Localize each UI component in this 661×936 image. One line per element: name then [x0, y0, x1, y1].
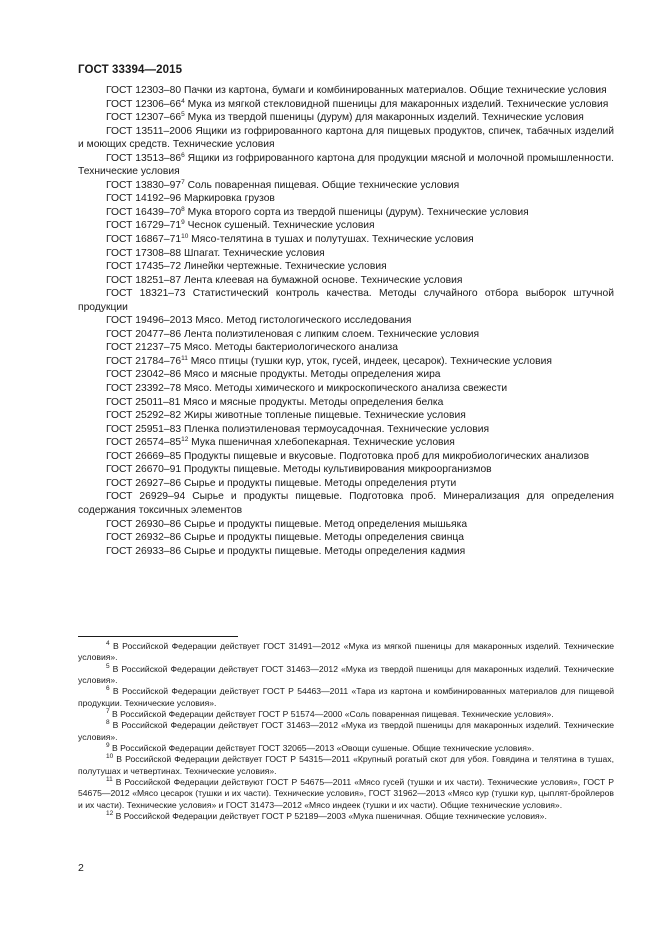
- reference-list: [78, 84, 614, 558]
- footnote-marker: 11: [181, 354, 188, 362]
- reference-entry: [78, 98, 614, 112]
- reference-entry: [78, 152, 614, 179]
- reference-title: Сырье и продукты пищевые. Метод определения мышьяка: [181, 518, 468, 530]
- footnote: [78, 709, 614, 720]
- reference-title: Мясо птицы (тушки кур, уток, гусей, индеек, цесарок). Технические условия: [187, 355, 552, 367]
- reference-title: Мясо и мясные продукты. Методы определения жира: [181, 369, 441, 381]
- reference-title: Сырье и продукты пищевые. Методы определения свинца: [181, 532, 465, 544]
- footnote-number: 4: [106, 640, 110, 647]
- reference-code: ГОСТ 12306–66: [106, 98, 182, 110]
- reference-entry: [78, 409, 614, 423]
- footnote-marker: 4: [181, 97, 185, 105]
- reference-entry: [78, 490, 614, 517]
- footnote-text: В Российской Федерации действует ГОСТ Р 54315—2011 «Крупный рогатый скот для убоя. Говядина и телятина в тушах, полутушах и четвертинах. Технические условия».: [78, 754, 614, 776]
- reference-title: Ящики из гофрированного картона для продукции мясной и молочной промышленности. Технические условия: [78, 152, 614, 178]
- reference-code: ГОСТ 17435–72: [106, 261, 182, 273]
- reference-entry: [78, 328, 614, 342]
- reference-code: ГОСТ 26574–85: [106, 437, 182, 449]
- footnote-marker: 7: [181, 178, 185, 186]
- reference-code: ГОСТ 16729–71: [106, 220, 182, 232]
- reference-code: ГОСТ 12307–66: [106, 112, 182, 124]
- reference-title: Продукты пищевые и вкусовые. Подготовка проб для микробиологических анализов: [181, 450, 590, 462]
- reference-title: Сырье и продукты пищевые. Методы определения ртути: [181, 477, 457, 489]
- footnote-text: В Российской Федерации действует ГОСТ 32065—2013 «Овощи сушеные. Общие технические условия».: [109, 743, 535, 754]
- reference-code: ГОСТ 13511–2006: [106, 125, 193, 137]
- reference-title: Соль поваренная пищевая. Общие технические условия: [184, 179, 460, 191]
- reference-code: ГОСТ 26932–86: [106, 532, 182, 544]
- reference-code: ГОСТ 26927–86: [106, 477, 182, 489]
- reference-entry: [78, 368, 614, 382]
- footnote-marker: 9: [181, 219, 185, 227]
- footnote: [78, 777, 614, 811]
- reference-code: ГОСТ 20477–86: [106, 328, 182, 340]
- footnote-text: В Российской Федерации действует ГОСТ Р 52189—2003 «Мука пшеничная. Общие технические условия».: [113, 811, 547, 822]
- reference-entry: [78, 341, 614, 355]
- footnote-text: В Российской Федерации действуют ГОСТ Р 54675—2011 «Мясо гусей (тушки и их части). Технические условия», ГОСТ Р 54675—2012 «Мясо цесарок (тушки и их части). Технические условия», ГОСТ 31962—2013 «Мясо кур (тушки кур, цыплят-бройлеров и их части). Технические условия» и ГОСТ 31473—2012 «Мясо индеек (тушки и их части). Общие технические условия».: [78, 777, 614, 810]
- footnote: [78, 754, 614, 777]
- reference-title: Сырье и продукты пищевые. Методы определения кадмия: [181, 545, 466, 557]
- footnote: [78, 641, 614, 664]
- reference-title: Мука пшеничная хлебопекарная. Технические условия: [188, 437, 455, 449]
- reference-code: ГОСТ 18251–87: [106, 274, 182, 286]
- reference-code: ГОСТ 26929–94: [106, 491, 186, 503]
- reference-code: ГОСТ 16867–71: [106, 234, 182, 246]
- reference-title: Сырье и продукты пищевые. Подготовка проб. Минерализация для определения содержания токсичных элементов: [78, 491, 614, 516]
- reference-code: ГОСТ 13513–86: [106, 152, 182, 164]
- reference-entry: [78, 518, 614, 532]
- reference-title: Жиры животные топленые пищевые. Технические условия: [181, 410, 466, 422]
- footnote-separator: [78, 636, 238, 637]
- footnote-marker: 6: [181, 151, 185, 159]
- reference-title: Мука из твердой пшеницы (дурум) для макаронных изделий. Технические условия: [184, 112, 584, 124]
- footnote-number: 8: [106, 719, 110, 727]
- reference-entry: [78, 219, 614, 233]
- page-number: 2: [78, 862, 84, 874]
- reference-entry: [78, 274, 614, 288]
- footnote-marker: 5: [181, 111, 185, 119]
- reference-title: Маркировка грузов: [181, 193, 275, 205]
- footnote: [78, 743, 614, 754]
- reference-code: ГОСТ 14192–96: [106, 193, 182, 205]
- reference-title: Пачки из картона, бумаги и комбинированных материалов. Общие технические условия: [181, 85, 607, 96]
- reference-code: ГОСТ 26669–85: [106, 450, 182, 462]
- reference-title: Ящики из гофрированного картона для пищевых продуктов, спичек, табачных изделий и моющих средств. Технические условия: [78, 125, 614, 151]
- footnote-text: В Российской Федерации действует ГОСТ 31463—2012 «Мука из твердой пшеницы для макаронных изделий. Технические условия».: [78, 720, 614, 742]
- footnote-text: В Российской Федерации действует ГОСТ 31463—2012 «Мука из твердой пшеницы для макаронных изделий. Технические условия».: [78, 663, 614, 686]
- reference-title: Пленка полиэтиленовая термоусадочная. Технические условия: [181, 423, 490, 435]
- reference-title: Лента полиэтиленовая с липким слоем. Технические условия: [181, 328, 480, 340]
- reference-entry: [78, 287, 614, 314]
- reference-title: Мука второго сорта из твердой пшеницы (дурум). Технические условия: [184, 206, 529, 218]
- reference-entry: [78, 463, 614, 477]
- footnote: [78, 686, 614, 709]
- reference-title: Статистический контроль качества. Методы случайного отбора выборок штучной продукции: [78, 288, 614, 313]
- reference-code: ГОСТ 18321–73: [106, 288, 186, 300]
- reference-entry: [78, 545, 614, 559]
- reference-code: ГОСТ 25011–81: [106, 396, 181, 408]
- reference-entry: [78, 233, 614, 247]
- reference-title: Мясо-телятина в тушах и полутушах. Технические условия: [188, 234, 474, 246]
- reference-code: ГОСТ 26933–86: [106, 545, 182, 557]
- reference-title: Лента клеевая на бумажной основе. Технические условия: [181, 274, 463, 286]
- reference-entry: [78, 314, 614, 328]
- reference-code: ГОСТ 23392–78: [106, 383, 182, 395]
- footnote-marker: 10: [181, 233, 189, 241]
- reference-entry: [78, 382, 614, 396]
- footnote-number: 6: [106, 685, 110, 693]
- reference-title: Мясо. Метод гистологического исследования: [192, 315, 412, 327]
- reference-code: ГОСТ 17308–88: [106, 247, 182, 259]
- reference-entry: [78, 423, 614, 437]
- reference-code: ГОСТ 25292–82: [106, 410, 182, 422]
- reference-entry: [78, 111, 614, 125]
- footnote: [78, 811, 614, 822]
- reference-entry: [78, 192, 614, 206]
- footnote: [78, 664, 614, 687]
- reference-code: ГОСТ 16439–70: [106, 206, 182, 218]
- reference-entry: [78, 396, 614, 410]
- reference-entry: [78, 206, 614, 220]
- reference-title: Продукты пищевые. Методы культивирования микроорганизмов: [181, 464, 492, 476]
- reference-entry: [78, 179, 614, 193]
- reference-entry: [78, 84, 614, 98]
- reference-code: ГОСТ 23042–86: [106, 369, 182, 381]
- reference-code: ГОСТ 12303–80: [106, 85, 182, 96]
- footnote-marker: 12: [181, 436, 189, 444]
- reference-title: Линейки чертежные. Технические условия: [181, 261, 387, 273]
- reference-entry: [78, 450, 614, 464]
- reference-code: ГОСТ 21237–75: [106, 342, 182, 354]
- reference-code: ГОСТ 26930–86: [106, 518, 182, 530]
- footnote-number: 7: [106, 708, 110, 716]
- footnote-marker: 8: [181, 205, 185, 213]
- reference-code: ГОСТ 21784–76: [106, 355, 182, 367]
- footnote-text: В Российской Федерации действует ГОСТ Р 51574—2000 «Соль поваренная пищевая. Технические условия».: [109, 709, 554, 720]
- reference-code: ГОСТ 26670–91: [106, 464, 182, 476]
- footnote-text: В Российской Федерации действует ГОСТ Р 54463—2011 «Тара из картона и комбинированных материалов для пищевой продукции. Технические условия».: [78, 686, 614, 708]
- footnote-number: 5: [106, 662, 110, 670]
- reference-code: ГОСТ 19496–2013: [106, 315, 193, 327]
- reference-entry: [78, 436, 614, 450]
- reference-entry: [78, 125, 614, 152]
- reference-title: Мясо и мясные продукты. Методы определения белка: [180, 396, 444, 408]
- reference-entry: [78, 477, 614, 491]
- footnote-number: 11: [106, 776, 113, 784]
- reference-entry: [78, 260, 614, 274]
- document-header: ГОСТ 33394—2015: [78, 64, 183, 76]
- reference-title: Мясо. Методы бактериологического анализа: [181, 342, 398, 354]
- reference-entry: [78, 247, 614, 261]
- reference-title: Шпагат. Технические условия: [181, 247, 325, 259]
- footnote: [78, 720, 614, 743]
- reference-entry: [78, 355, 614, 369]
- reference-title: Мясо. Методы химического и микроскопического анализа свежести: [181, 383, 508, 395]
- footnote-number: 10: [106, 753, 114, 761]
- footnote-number: 12: [106, 810, 114, 818]
- reference-title: Чеснок сушеный. Технические условия: [184, 220, 375, 232]
- reference-code: ГОСТ 25951–83: [106, 423, 182, 435]
- footnote-text: В Российской Федерации действует ГОСТ 31491—2012 «Мука из мягкой пшеницы для макаронных изделий. Технические условия».: [78, 641, 614, 663]
- footnote-number: 9: [106, 742, 110, 750]
- reference-entry: [78, 531, 614, 545]
- reference-title: Мука из мягкой стекловидной пшеницы для макаронных изделий. Технические условия: [184, 98, 609, 110]
- footnote-list: [78, 641, 614, 823]
- reference-code: ГОСТ 13830–97: [106, 179, 182, 191]
